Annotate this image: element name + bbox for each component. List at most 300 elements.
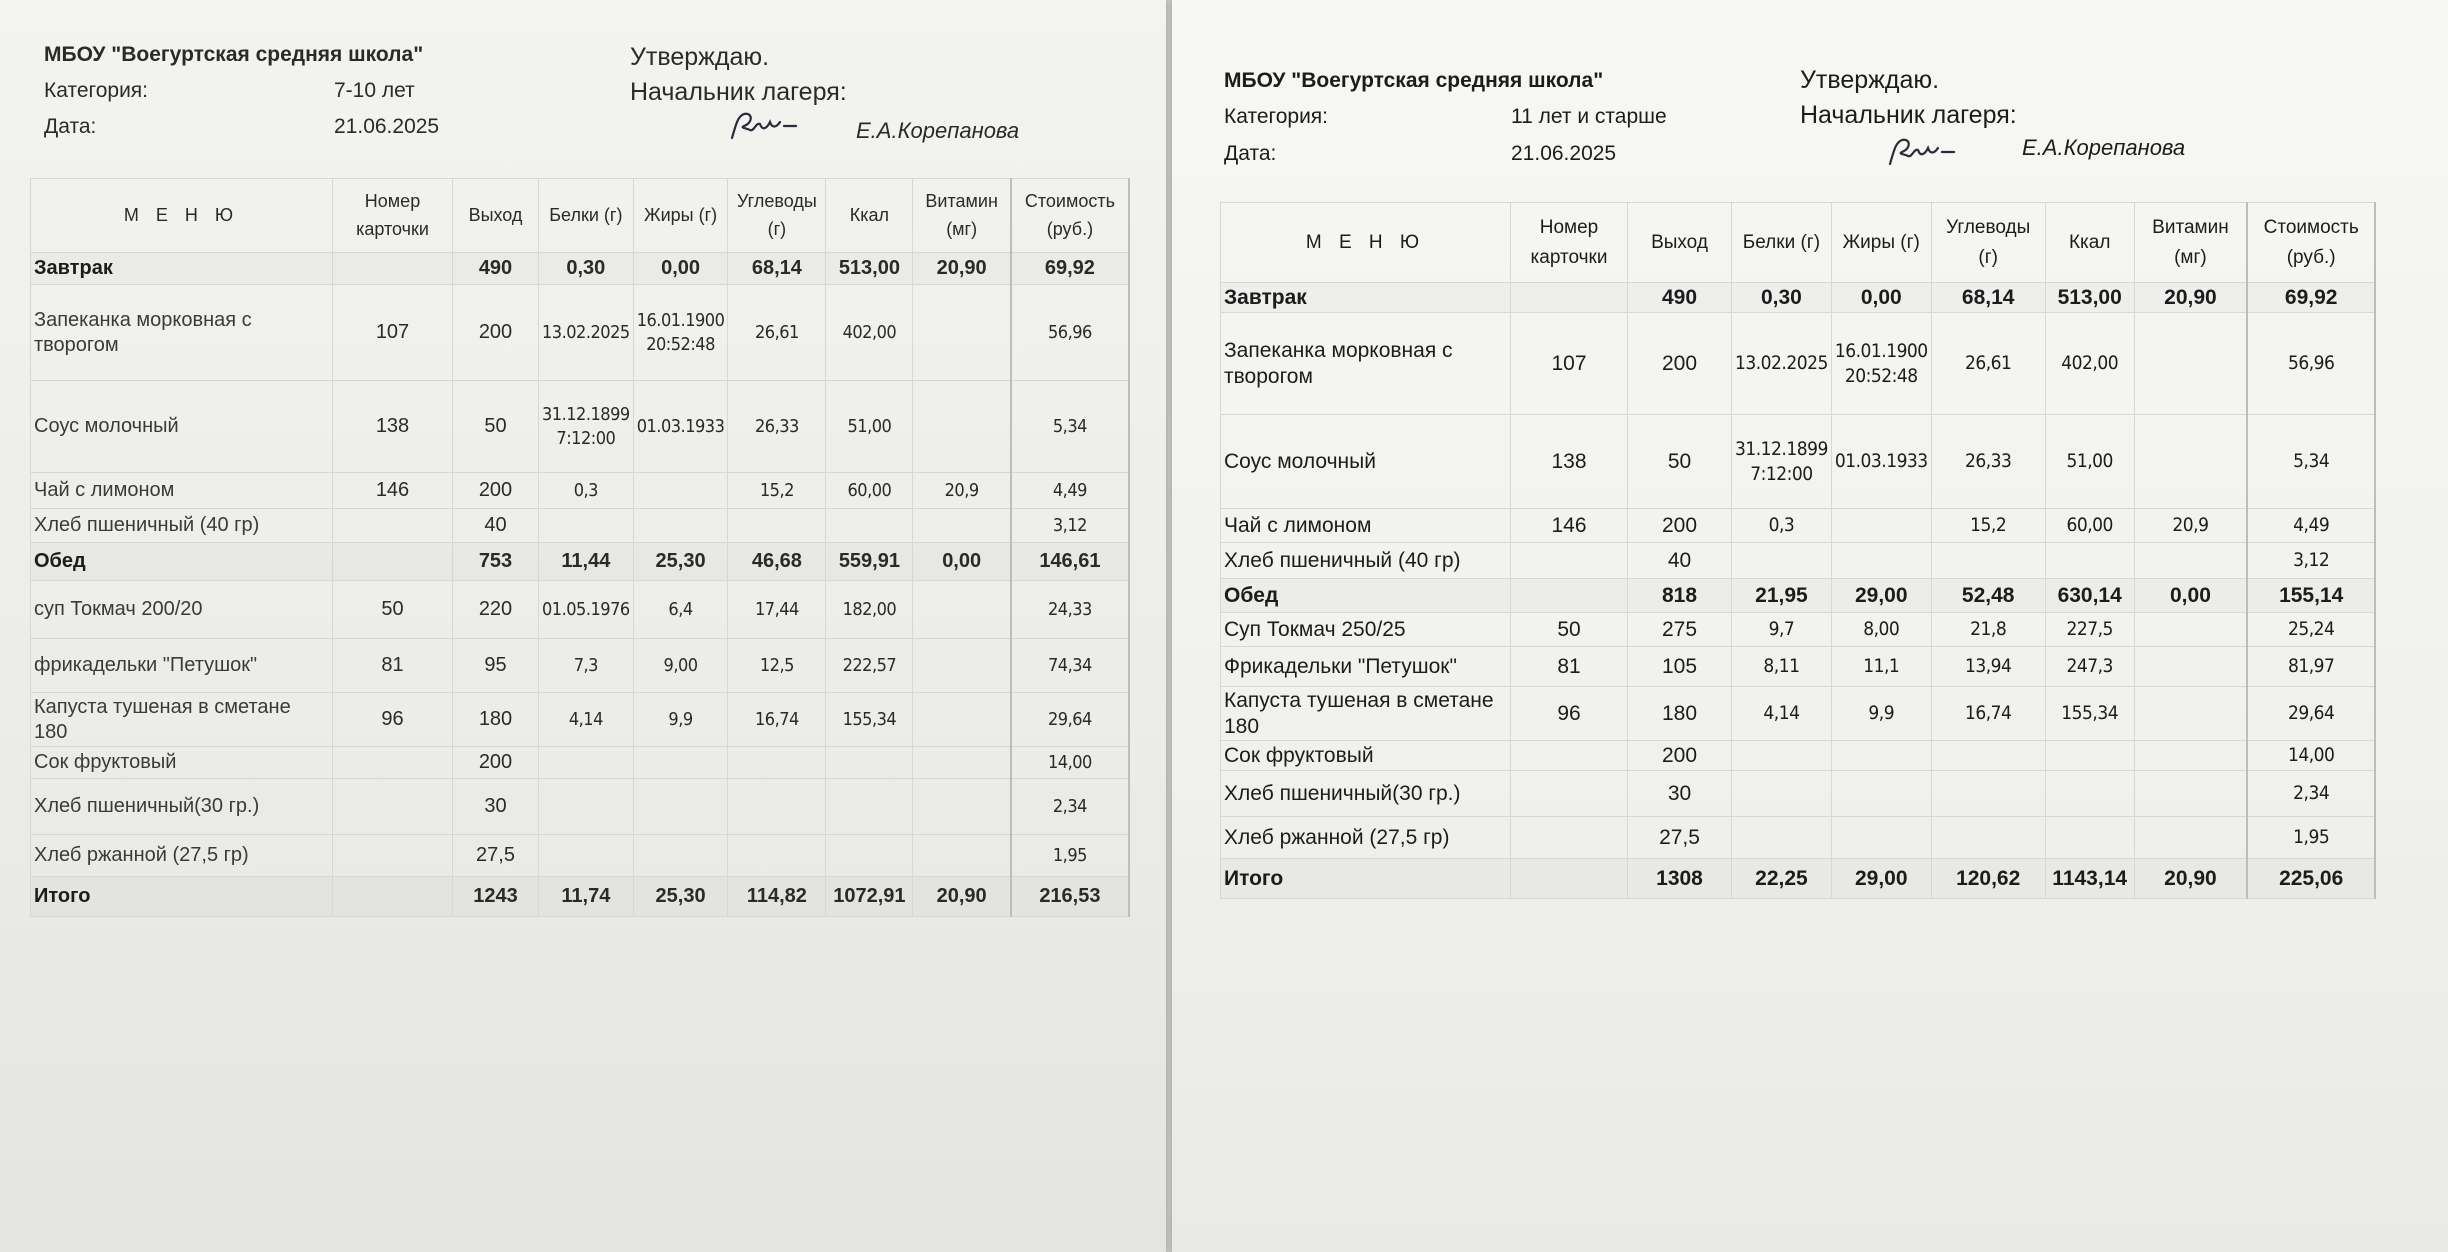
- card-number-cell: [1511, 543, 1628, 579]
- vitamin-cell: [913, 381, 1011, 473]
- dish-name-cell: Хлеб пшеничный (40 гр): [31, 509, 333, 543]
- protein-cell: 0,3: [539, 473, 634, 509]
- date-label: Дата:: [44, 115, 97, 138]
- dish-name-cell: Запеканка морковная с творогом: [31, 285, 333, 381]
- output-cell: 1243: [453, 877, 539, 917]
- protein-cell: 31.12.1899 7:12:00: [1732, 415, 1832, 509]
- cost-cell: 1,95: [1011, 835, 1129, 877]
- kcal-cell: [826, 747, 913, 779]
- carbs-cell: [1931, 543, 2045, 579]
- table-row: [1221, 647, 2376, 687]
- dish-name-cell: Суп Токмач 250/25: [1221, 613, 1511, 647]
- kcal-cell: 630,14: [2045, 579, 2134, 613]
- vitamin-cell: [2134, 415, 2247, 509]
- fat-cell: 25,30: [633, 877, 728, 917]
- table-row: [31, 473, 1129, 509]
- vitamin-cell: [2134, 647, 2247, 687]
- fat-cell: [633, 747, 728, 779]
- fat-cell: [633, 509, 728, 543]
- column-header-kcal: Ккал: [2045, 203, 2134, 283]
- vitamin-cell: [913, 639, 1011, 693]
- carbs-cell: 15,2: [728, 473, 826, 509]
- card-number-cell: [1511, 817, 1628, 859]
- protein-cell: 0,30: [1732, 283, 1832, 313]
- vitamin-cell: 20,9: [2134, 509, 2247, 543]
- protein-cell: [539, 835, 634, 877]
- fat-cell: 29,00: [1831, 859, 1931, 899]
- column-header-cost: Стоимость (руб.): [1011, 179, 1129, 253]
- kcal-cell: [2045, 771, 2134, 817]
- dish-name-cell: Фрикадельки "Петушок": [1221, 647, 1511, 687]
- school-name: МБОУ "Воегуртская средняя школа": [44, 43, 424, 66]
- output-cell: 490: [1628, 283, 1732, 313]
- card-number-cell: 81: [1511, 647, 1628, 687]
- camp-head-name: Е.А.Корепанова: [856, 118, 1020, 143]
- cost-cell: 146,61: [1011, 543, 1129, 581]
- camp-head-name: Е.А.Корепанова: [2022, 135, 2186, 160]
- card-number-cell: [333, 543, 453, 581]
- carbs-cell: [1931, 771, 2045, 817]
- cost-cell: 4,49: [2247, 509, 2375, 543]
- fat-cell: 0,00: [633, 253, 728, 285]
- output-cell: 180: [453, 693, 539, 747]
- protein-cell: 01.05.1976: [539, 581, 634, 639]
- carbs-cell: 120,62: [1931, 859, 2045, 899]
- card-number-cell: [333, 509, 453, 543]
- cost-cell: 225,06: [2247, 859, 2375, 899]
- fat-cell: [1831, 509, 1931, 543]
- table-row: [31, 509, 1129, 543]
- carbs-cell: [728, 779, 826, 835]
- table-row: [31, 381, 1129, 473]
- cost-cell: 81,97: [2247, 647, 2375, 687]
- cost-cell: 69,92: [1011, 253, 1129, 285]
- carbs-cell: [728, 747, 826, 779]
- table-row: [1221, 817, 2376, 859]
- column-header-card: Номер карточки: [333, 179, 453, 253]
- column-header-vitamin: Витамин (мг): [913, 179, 1011, 253]
- fat-cell: 9,9: [633, 693, 728, 747]
- carbs-cell: [1931, 741, 2045, 771]
- cost-cell: 216,53: [1011, 877, 1129, 917]
- fat-cell: 25,30: [633, 543, 728, 581]
- output-cell: 200: [453, 285, 539, 381]
- kcal-cell: 402,00: [826, 285, 913, 381]
- dish-name-cell: Чай с лимоном: [1221, 509, 1511, 543]
- dish-name-cell: Завтрак: [1221, 283, 1511, 313]
- output-cell: 200: [1628, 313, 1732, 415]
- card-number-cell: 146: [333, 473, 453, 509]
- card-number-cell: 96: [333, 693, 453, 747]
- category-value: 11 лет и старше: [1511, 105, 1667, 128]
- section-row: [31, 877, 1129, 917]
- protein-cell: 21,95: [1732, 579, 1832, 613]
- column-header-kcal: Ккал: [826, 179, 913, 253]
- output-cell: 753: [453, 543, 539, 581]
- dish-name-cell: Хлеб ржанной (27,5 гр): [31, 835, 333, 877]
- cost-cell: 5,34: [2247, 415, 2375, 509]
- kcal-cell: 51,00: [826, 381, 913, 473]
- output-cell: 490: [453, 253, 539, 285]
- dish-name-cell: суп Токмач 200/20: [31, 581, 333, 639]
- dish-name-cell: Соус молочный: [31, 381, 333, 473]
- cost-cell: 3,12: [2247, 543, 2375, 579]
- kcal-cell: 182,00: [826, 581, 913, 639]
- cost-cell: 69,92: [2247, 283, 2375, 313]
- menu-title: М Е Н Ю: [1221, 203, 1511, 283]
- section-row: [1221, 283, 2376, 313]
- output-cell: 180: [1628, 687, 1732, 741]
- dish-name-cell: Обед: [31, 543, 333, 581]
- vitamin-cell: [913, 779, 1011, 835]
- category-label: Категория:: [44, 79, 149, 102]
- cost-cell: 5,34: [1011, 381, 1129, 473]
- approve-label: Утверждаю.: [630, 43, 770, 71]
- table-row: [31, 835, 1129, 877]
- carbs-cell: 26,61: [1931, 313, 2045, 415]
- cost-cell: 56,96: [2247, 313, 2375, 415]
- vitamin-cell: [913, 747, 1011, 779]
- fat-cell: [1831, 817, 1931, 859]
- dish-name-cell: Итого: [1221, 859, 1511, 899]
- card-number-cell: [1511, 741, 1628, 771]
- kcal-cell: 559,91: [826, 543, 913, 581]
- output-cell: 105: [1628, 647, 1732, 687]
- cost-cell: 25,24: [2247, 613, 2375, 647]
- protein-cell: 11,44: [539, 543, 634, 581]
- card-number-cell: [1511, 283, 1628, 313]
- dish-name-cell: Чай с лимоном: [31, 473, 333, 509]
- cost-cell: 14,00: [1011, 747, 1129, 779]
- card-number-cell: [333, 747, 453, 779]
- cost-cell: 74,34: [1011, 639, 1129, 693]
- cost-cell: 2,34: [1011, 779, 1129, 835]
- cost-cell: 155,14: [2247, 579, 2375, 613]
- menu-title: М Е Н Ю: [31, 179, 333, 253]
- fat-cell: 9,00: [633, 639, 728, 693]
- carbs-cell: 26,61: [728, 285, 826, 381]
- vitamin-cell: [2134, 817, 2247, 859]
- output-cell: 275: [1628, 613, 1732, 647]
- section-row: [1221, 579, 2376, 613]
- carbs-cell: 26,33: [728, 381, 826, 473]
- card-number-cell: 50: [1511, 613, 1628, 647]
- protein-cell: 9,7: [1732, 613, 1832, 647]
- dish-name-cell: Хлеб пшеничный(30 гр.): [31, 779, 333, 835]
- category-value: 7-10 лет: [334, 79, 415, 102]
- column-header-protein: Белки (г): [539, 179, 634, 253]
- dish-name-cell: Итого: [31, 877, 333, 917]
- protein-cell: 4,14: [539, 693, 634, 747]
- card-number-cell: [1511, 859, 1628, 899]
- table-row: [31, 285, 1129, 381]
- card-number-cell: [333, 877, 453, 917]
- vitamin-cell: 0,00: [913, 543, 1011, 581]
- output-cell: 27,5: [453, 835, 539, 877]
- column-header-output: Выход: [1628, 203, 1732, 283]
- carbs-cell: 68,14: [1931, 283, 2045, 313]
- kcal-cell: 247,3: [2045, 647, 2134, 687]
- kcal-cell: [2045, 817, 2134, 859]
- table-row: [31, 779, 1129, 835]
- cost-cell: 29,64: [2247, 687, 2375, 741]
- output-cell: 200: [1628, 741, 1732, 771]
- dish-name-cell: Сок фруктовый: [31, 747, 333, 779]
- cost-cell: 3,12: [1011, 509, 1129, 543]
- protein-cell: [539, 779, 634, 835]
- protein-cell: 13.02.2025: [539, 285, 634, 381]
- carbs-cell: 68,14: [728, 253, 826, 285]
- date-label: Дата:: [1224, 142, 1277, 165]
- carbs-cell: 114,82: [728, 877, 826, 917]
- output-cell: 95: [453, 639, 539, 693]
- fat-cell: 16.01.1900 20:52:48: [633, 285, 728, 381]
- fat-cell: [1831, 771, 1931, 817]
- card-number-cell: [1511, 579, 1628, 613]
- vitamin-cell: [913, 509, 1011, 543]
- kcal-cell: [2045, 543, 2134, 579]
- fat-cell: 01.03.1933: [633, 381, 728, 473]
- cost-cell: 14,00: [2247, 741, 2375, 771]
- card-number-cell: 138: [333, 381, 453, 473]
- carbs-cell: 46,68: [728, 543, 826, 581]
- output-cell: 50: [1628, 415, 1732, 509]
- carbs-cell: 16,74: [728, 693, 826, 747]
- carbs-cell: [728, 835, 826, 877]
- carbs-cell: 21,8: [1931, 613, 2045, 647]
- camp-head-title: Начальник лагеря:: [1800, 101, 2017, 129]
- output-cell: 200: [453, 747, 539, 779]
- kcal-cell: 60,00: [2045, 509, 2134, 543]
- kcal-cell: 155,34: [2045, 687, 2134, 741]
- vitamin-cell: [2134, 313, 2247, 415]
- section-row: [1221, 859, 2376, 899]
- vitamin-cell: [913, 285, 1011, 381]
- fat-cell: [1831, 741, 1931, 771]
- dish-name-cell: Соус молочный: [1221, 415, 1511, 509]
- carbs-cell: [728, 509, 826, 543]
- column-header-vitamin: Витамин (мг): [2134, 203, 2247, 283]
- carbs-cell: 17,44: [728, 581, 826, 639]
- output-cell: 50: [453, 381, 539, 473]
- vitamin-cell: [2134, 771, 2247, 817]
- card-number-cell: [333, 835, 453, 877]
- section-row: [31, 543, 1129, 581]
- table-row: [1221, 613, 2376, 647]
- table-row: [1221, 687, 2376, 741]
- output-cell: 27,5: [1628, 817, 1732, 859]
- vitamin-cell: 20,90: [913, 877, 1011, 917]
- protein-cell: [1732, 771, 1832, 817]
- card-number-cell: [333, 779, 453, 835]
- dish-name-cell: Хлеб пшеничный (40 гр): [1221, 543, 1511, 579]
- column-header-carbs: Углеводы (г): [728, 179, 826, 253]
- output-cell: 40: [453, 509, 539, 543]
- table-row: [1221, 415, 2376, 509]
- carbs-cell: [1931, 817, 2045, 859]
- vitamin-cell: [913, 581, 1011, 639]
- fat-cell: 29,00: [1831, 579, 1931, 613]
- column-header-protein: Белки (г): [1732, 203, 1832, 283]
- menu-table: [1220, 202, 2376, 899]
- protein-cell: 31.12.1899 7:12:00: [539, 381, 634, 473]
- carbs-cell: 52,48: [1931, 579, 2045, 613]
- dish-name-cell: Завтрак: [31, 253, 333, 285]
- fat-cell: 0,00: [1831, 283, 1931, 313]
- fat-cell: 8,00: [1831, 613, 1931, 647]
- kcal-cell: [2045, 741, 2134, 771]
- kcal-cell: [826, 779, 913, 835]
- carbs-cell: 15,2: [1931, 509, 2045, 543]
- kcal-cell: 513,00: [826, 253, 913, 285]
- card-number-cell: 96: [1511, 687, 1628, 741]
- fat-cell: 11,1: [1831, 647, 1931, 687]
- kcal-cell: 60,00: [826, 473, 913, 509]
- vitamin-cell: [2134, 543, 2247, 579]
- output-cell: 200: [1628, 509, 1732, 543]
- output-cell: 40: [1628, 543, 1732, 579]
- protein-cell: 7,3: [539, 639, 634, 693]
- menu-sheet-left: [0, 0, 1166, 1252]
- carbs-cell: 12,5: [728, 639, 826, 693]
- column-header-card: Номер карточки: [1511, 203, 1628, 283]
- carbs-cell: 13,94: [1931, 647, 2045, 687]
- column-header-fat: Жиры (г): [633, 179, 728, 253]
- protein-cell: 4,14: [1732, 687, 1832, 741]
- output-cell: 200: [453, 473, 539, 509]
- table-row: [31, 693, 1129, 747]
- vitamin-cell: 20,90: [2134, 283, 2247, 313]
- dish-name-cell: фрикадельки "Петушок": [31, 639, 333, 693]
- card-number-cell: 50: [333, 581, 453, 639]
- kcal-cell: 222,57: [826, 639, 913, 693]
- output-cell: 30: [453, 779, 539, 835]
- fat-cell: 9,9: [1831, 687, 1931, 741]
- card-number-cell: 146: [1511, 509, 1628, 543]
- table-row: [1221, 771, 2376, 817]
- vitamin-cell: 20,90: [2134, 859, 2247, 899]
- kcal-cell: 155,34: [826, 693, 913, 747]
- vitamin-cell: [913, 693, 1011, 747]
- dish-name-cell: Обед: [1221, 579, 1511, 613]
- output-cell: 30: [1628, 771, 1732, 817]
- vitamin-cell: 20,90: [913, 253, 1011, 285]
- kcal-cell: 51,00: [2045, 415, 2134, 509]
- fat-cell: [633, 473, 728, 509]
- vitamin-cell: [2134, 687, 2247, 741]
- dish-name-cell: Капуста тушеная в сметане 180: [1221, 687, 1511, 741]
- fat-cell: 01.03.1933: [1831, 415, 1931, 509]
- card-number-cell: 81: [333, 639, 453, 693]
- fat-cell: 6,4: [633, 581, 728, 639]
- table-row: [31, 581, 1129, 639]
- fat-cell: 16.01.1900 20:52:48: [1831, 313, 1931, 415]
- dish-name-cell: Хлеб ржанной (27,5 гр): [1221, 817, 1511, 859]
- protein-cell: [1732, 741, 1832, 771]
- kcal-cell: 402,00: [2045, 313, 2134, 415]
- kcal-cell: 513,00: [2045, 283, 2134, 313]
- carbs-cell: 26,33: [1931, 415, 2045, 509]
- kcal-cell: 1143,14: [2045, 859, 2134, 899]
- date-value: 21.06.2025: [1511, 142, 1617, 165]
- table-row: [31, 639, 1129, 693]
- signature-icon: [1884, 132, 1964, 170]
- column-header-fat: Жиры (г): [1831, 203, 1931, 283]
- vitamin-cell: 0,00: [2134, 579, 2247, 613]
- fat-cell: [1831, 543, 1931, 579]
- cost-cell: 29,64: [1011, 693, 1129, 747]
- dish-name-cell: Сок фруктовый: [1221, 741, 1511, 771]
- card-number-cell: 107: [1511, 313, 1628, 415]
- vitamin-cell: 20,9: [913, 473, 1011, 509]
- protein-cell: [539, 747, 634, 779]
- vitamin-cell: [913, 835, 1011, 877]
- fat-cell: [633, 779, 728, 835]
- cost-cell: 2,34: [2247, 771, 2375, 817]
- table-row: [1221, 313, 2376, 415]
- table-row: [31, 747, 1129, 779]
- kcal-cell: [826, 509, 913, 543]
- date-value: 21.06.2025: [334, 115, 440, 138]
- card-number-cell: [1511, 771, 1628, 817]
- protein-cell: [1732, 817, 1832, 859]
- card-number-cell: 107: [333, 285, 453, 381]
- dish-name-cell: Капуста тушеная в сметане 180: [31, 693, 333, 747]
- school-name: МБОУ "Воегуртская средняя школа": [1224, 69, 1604, 92]
- approve-label: Утверждаю.: [1800, 66, 1940, 94]
- protein-cell: 0,30: [539, 253, 634, 285]
- protein-cell: 0,3: [1732, 509, 1832, 543]
- menu-sheet-right: [1172, 0, 2448, 1252]
- kcal-cell: 227,5: [2045, 613, 2134, 647]
- column-header-cost: Стоимость (руб.): [2247, 203, 2375, 283]
- section-row: [31, 253, 1129, 285]
- output-cell: 220: [453, 581, 539, 639]
- protein-cell: 8,11: [1732, 647, 1832, 687]
- table-row: [1221, 509, 2376, 543]
- table-row: [1221, 543, 2376, 579]
- card-number-cell: 138: [1511, 415, 1628, 509]
- dish-name-cell: Хлеб пшеничный(30 гр.): [1221, 771, 1511, 817]
- signature-icon: [726, 108, 806, 146]
- fat-cell: [633, 835, 728, 877]
- column-header-output: Выход: [453, 179, 539, 253]
- menu-table: [30, 178, 1130, 917]
- protein-cell: [1732, 543, 1832, 579]
- protein-cell: 22,25: [1732, 859, 1832, 899]
- cost-cell: 56,96: [1011, 285, 1129, 381]
- kcal-cell: [826, 835, 913, 877]
- dish-name-cell: Запеканка морковная с творогом: [1221, 313, 1511, 415]
- cost-cell: 4,49: [1011, 473, 1129, 509]
- output-cell: 1308: [1628, 859, 1732, 899]
- protein-cell: [539, 509, 634, 543]
- vitamin-cell: [2134, 613, 2247, 647]
- table-row: [1221, 741, 2376, 771]
- output-cell: 818: [1628, 579, 1732, 613]
- category-label: Категория:: [1224, 105, 1329, 128]
- card-number-cell: [333, 253, 453, 285]
- camp-head-title: Начальник лагеря:: [630, 78, 847, 106]
- cost-cell: 1,95: [2247, 817, 2375, 859]
- carbs-cell: 16,74: [1931, 687, 2045, 741]
- kcal-cell: 1072,91: [826, 877, 913, 917]
- cost-cell: 24,33: [1011, 581, 1129, 639]
- protein-cell: 13.02.2025: [1732, 313, 1832, 415]
- protein-cell: 11,74: [539, 877, 634, 917]
- vitamin-cell: [2134, 741, 2247, 771]
- column-header-carbs: Углеводы (г): [1931, 203, 2045, 283]
